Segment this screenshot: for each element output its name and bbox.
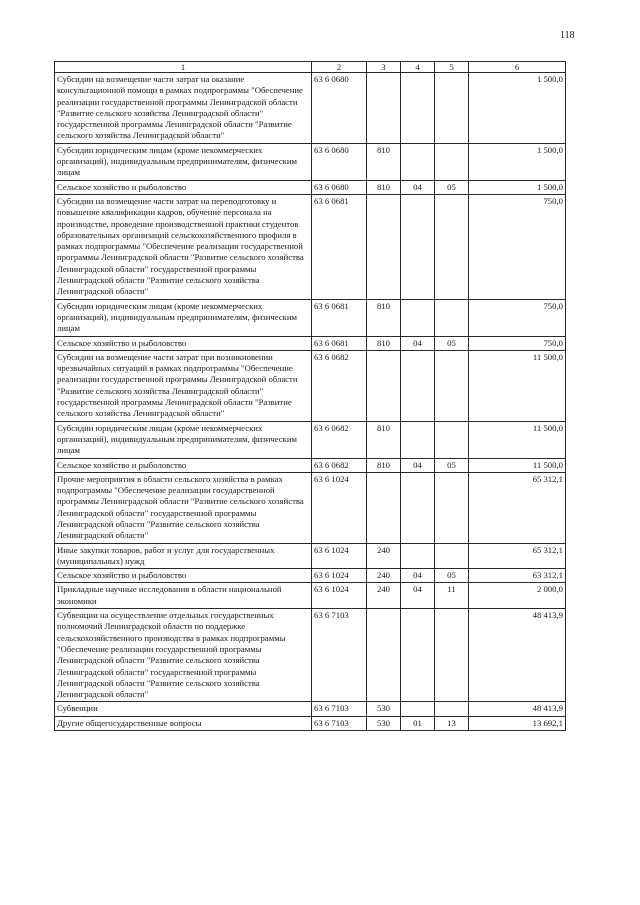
row-sum-cell: 750,0: [469, 299, 566, 336]
row-vr-cell: 810: [367, 458, 401, 472]
row-pr-cell: 11: [435, 583, 469, 609]
row-rz-cell: 04: [401, 336, 435, 350]
row-sum-cell: 1 500,0: [469, 143, 566, 180]
row-csr-cell: 63 6 0682: [312, 421, 367, 458]
row-pr-cell: [435, 73, 469, 144]
row-sum-cell: 11 500,0: [469, 421, 566, 458]
column-header: 2: [312, 62, 367, 73]
row-name-cell: Сельское хозяйство и рыболовство: [55, 336, 312, 350]
row-sum-cell: 65 312,1: [469, 472, 566, 543]
row-csr-cell: 63 6 7103: [312, 716, 367, 730]
row-name-cell: Субсидии юридическим лицам (кроме некоммерческих организаций), индивидуальным предпринимателям, физическим лицам: [55, 143, 312, 180]
table-row: [55, 350, 566, 421]
row-sum-cell: 48 413,9: [469, 702, 566, 716]
row-vr-cell: 810: [367, 299, 401, 336]
table-row: [55, 458, 566, 472]
row-csr-cell: 63 6 0681: [312, 336, 367, 350]
table-body: [55, 62, 566, 731]
row-csr-cell: 63 6 7103: [312, 609, 367, 702]
row-vr-cell: 240: [367, 543, 401, 569]
row-rz-cell: [401, 609, 435, 702]
row-rz-cell: [401, 472, 435, 543]
row-name-cell: Прочие мероприятия в области сельского хозяйства в рамках подпрограммы "Обеспечение реализации государственной программы Ленинградской области "Развитие сельского хозяйства Ленинградской области" государственной программы Ленинградской области "Развитие сельского хозяйства Ленинградской области": [55, 472, 312, 543]
row-name-cell: Сельское хозяйство и рыболовство: [55, 180, 312, 194]
row-csr-cell: 63 6 0682: [312, 350, 367, 421]
row-csr-cell: 63 6 1024: [312, 569, 367, 583]
row-pr-cell: [435, 543, 469, 569]
row-vr-cell: 810: [367, 421, 401, 458]
row-pr-cell: [435, 299, 469, 336]
row-vr-cell: 530: [367, 716, 401, 730]
row-vr-cell: [367, 350, 401, 421]
row-rz-cell: [401, 194, 435, 299]
row-csr-cell: 63 6 0680: [312, 73, 367, 144]
table-row: [55, 73, 566, 144]
row-vr-cell: 810: [367, 336, 401, 350]
row-vr-cell: 530: [367, 702, 401, 716]
table-row: [55, 194, 566, 299]
row-sum-cell: 2 000,0: [469, 583, 566, 609]
row-name-cell: Сельское хозяйство и рыболовство: [55, 458, 312, 472]
row-csr-cell: 63 6 7103: [312, 702, 367, 716]
row-vr-cell: [367, 472, 401, 543]
row-sum-cell: 750,0: [469, 194, 566, 299]
row-pr-cell: [435, 472, 469, 543]
table-row: [55, 299, 566, 336]
row-vr-cell: 240: [367, 583, 401, 609]
row-vr-cell: [367, 609, 401, 702]
table-row: [55, 569, 566, 583]
row-vr-cell: [367, 194, 401, 299]
row-rz-cell: 04: [401, 180, 435, 194]
row-name-cell: Другие общегосударственные вопросы: [55, 716, 312, 730]
row-sum-cell: 11 500,0: [469, 458, 566, 472]
column-header: 5: [435, 62, 469, 73]
table-row: [55, 143, 566, 180]
row-name-cell: Субсидии на возмещение части затрат на оказание консультационной помощи в рамках подпрограммы "Обеспечение реализации государственной программы Ленинградской области "Развитие сельского хозяйства Ленинградской области" государственной программы Ленинградской области "Развитие сельского хозяйства Ленинградской области": [55, 73, 312, 144]
row-rz-cell: [401, 421, 435, 458]
row-pr-cell: 05: [435, 569, 469, 583]
row-sum-cell: 65 312,1: [469, 543, 566, 569]
row-pr-cell: 05: [435, 336, 469, 350]
budget-table: [54, 61, 566, 731]
table-row: [55, 583, 566, 609]
row-pr-cell: [435, 609, 469, 702]
row-name-cell: Прикладные научные исследования в области национальной экономики: [55, 583, 312, 609]
row-sum-cell: 63 312,1: [469, 569, 566, 583]
row-csr-cell: 63 6 0682: [312, 458, 367, 472]
row-rz-cell: 04: [401, 569, 435, 583]
row-name-cell: Субсидии на возмещение части затрат при возникновении чрезвычайных ситуаций в рамках подпрограммы "Обеспечение реализации государственной программы Ленинградской области "Развитие сельского хозяйства Ленинградской области" государственной программы Ленинградской области "Развитие сельского хозяйства Ленинградской области": [55, 350, 312, 421]
table-row: [55, 716, 566, 730]
row-pr-cell: 13: [435, 716, 469, 730]
row-pr-cell: [435, 421, 469, 458]
row-csr-cell: 63 6 0681: [312, 299, 367, 336]
row-sum-cell: 48 413,9: [469, 609, 566, 702]
row-pr-cell: 05: [435, 180, 469, 194]
column-header: 6: [469, 62, 566, 73]
row-sum-cell: 1 500,0: [469, 73, 566, 144]
row-csr-cell: 63 6 0680: [312, 180, 367, 194]
row-rz-cell: 01: [401, 716, 435, 730]
row-rz-cell: [401, 299, 435, 336]
row-name-cell: Сельское хозяйство и рыболовство: [55, 569, 312, 583]
row-sum-cell: 13 692,1: [469, 716, 566, 730]
row-rz-cell: [401, 543, 435, 569]
table-header-row: [55, 62, 566, 73]
row-vr-cell: 810: [367, 180, 401, 194]
table-row: [55, 336, 566, 350]
row-vr-cell: 810: [367, 143, 401, 180]
row-csr-cell: 63 6 1024: [312, 472, 367, 543]
table-row: [55, 180, 566, 194]
row-rz-cell: 04: [401, 458, 435, 472]
column-header: 1: [55, 62, 312, 73]
row-sum-cell: 11 500,0: [469, 350, 566, 421]
row-vr-cell: 240: [367, 569, 401, 583]
row-vr-cell: [367, 73, 401, 144]
row-pr-cell: [435, 194, 469, 299]
row-name-cell: Субвенции: [55, 702, 312, 716]
row-csr-cell: 63 6 1024: [312, 543, 367, 569]
row-name-cell: Иные закупки товаров, работ и услуг для государственных (муниципальных) нужд: [55, 543, 312, 569]
row-csr-cell: 63 6 0680: [312, 143, 367, 180]
row-name-cell: Субсидии на возмещение части затрат на переподготовку и повышение квалификации кадров, обучение персонала на производстве, проведение производственной практики студентов образовательных организаций сельскохозяйственного профиля в рамках подпрограммы "Обеспечение реализации государственной программы Ленинградской области "Развитие сельского хозяйства Ленинградской области" государственной программы Ленинградской области "Развитие сельского хозяйства Ленинградской области": [55, 194, 312, 299]
table-row: [55, 702, 566, 716]
row-pr-cell: [435, 702, 469, 716]
row-rz-cell: [401, 702, 435, 716]
column-header: 4: [401, 62, 435, 73]
row-pr-cell: [435, 350, 469, 421]
table-row: [55, 543, 566, 569]
row-pr-cell: 05: [435, 458, 469, 472]
page-number: 118: [560, 30, 575, 41]
row-rz-cell: [401, 350, 435, 421]
row-sum-cell: 1 500,0: [469, 180, 566, 194]
row-name-cell: Субсидии юридическим лицам (кроме некоммерческих организаций), индивидуальным предпринимателям, физическим лицам: [55, 421, 312, 458]
row-rz-cell: 04: [401, 583, 435, 609]
row-pr-cell: [435, 143, 469, 180]
table-row: [55, 421, 566, 458]
row-name-cell: Субвенции на осуществление отдельных государственных полномочий Ленинградской области по поддержке сельскохозяйственного производства в рамках подпрограммы "Обеспечение реализации государственной программы Ленинградской области "Развитие сельского хозяйства Ленинградской области" государственной программы Ленинградской области "Развитие сельского хозяйства Ленинградской области": [55, 609, 312, 702]
table-row: [55, 609, 566, 702]
row-rz-cell: [401, 73, 435, 144]
row-rz-cell: [401, 143, 435, 180]
row-csr-cell: 63 6 0681: [312, 194, 367, 299]
table-row: [55, 472, 566, 543]
column-header: 3: [367, 62, 401, 73]
row-name-cell: Субсидии юридическим лицам (кроме некоммерческих организаций), индивидуальным предпринимателям, физическим лицам: [55, 299, 312, 336]
row-sum-cell: 750,0: [469, 336, 566, 350]
row-csr-cell: 63 6 1024: [312, 583, 367, 609]
